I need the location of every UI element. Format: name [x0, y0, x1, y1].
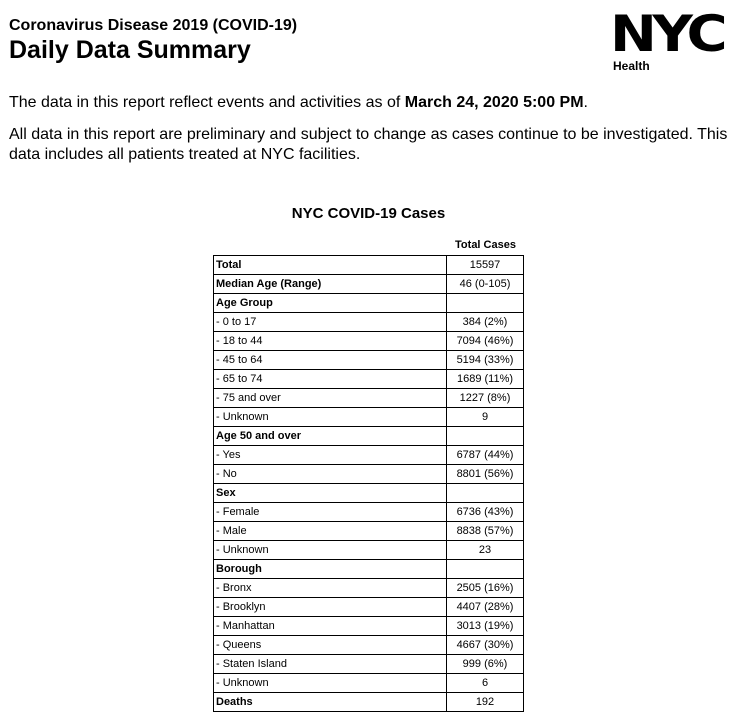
- table-row: [214, 484, 524, 503]
- as-of-prefix: The data in this report reflect events and activities as of: [9, 94, 405, 111]
- page-title: Daily Data Summary: [9, 36, 251, 64]
- row-value: 1227 (8%): [447, 389, 524, 408]
- row-label: Age 50 and over: [214, 427, 447, 446]
- row-label: Borough: [214, 560, 447, 579]
- table-row: [214, 408, 524, 427]
- row-value: [447, 427, 524, 446]
- row-label: - Female: [214, 503, 447, 522]
- table-row: [214, 617, 524, 636]
- row-label: - 75 and over: [214, 389, 447, 408]
- row-value: 1689 (11%): [447, 370, 524, 389]
- table-row: [214, 655, 524, 674]
- row-label: - 65 to 74: [214, 370, 447, 389]
- table-row: [214, 351, 524, 370]
- table-row: [214, 275, 524, 294]
- table-row: [214, 693, 524, 712]
- row-value: 6787 (44%): [447, 446, 524, 465]
- row-label: - 45 to 64: [214, 351, 447, 370]
- cases-table: [213, 255, 524, 712]
- table-row: [214, 256, 524, 275]
- row-label: - No: [214, 465, 447, 484]
- row-label: Sex: [214, 484, 447, 503]
- row-value: 4667 (30%): [447, 636, 524, 655]
- table-row: [214, 636, 524, 655]
- table-row: [214, 370, 524, 389]
- row-label: - Unknown: [214, 408, 447, 427]
- row-label: - Queens: [214, 636, 447, 655]
- table-row: [214, 674, 524, 693]
- row-label: - Bronx: [214, 579, 447, 598]
- table-row: [214, 465, 524, 484]
- row-value: 8838 (57%): [447, 522, 524, 541]
- row-label: Median Age (Range): [214, 275, 447, 294]
- row-label: - Unknown: [214, 541, 447, 560]
- table-row: [214, 313, 524, 332]
- row-value: 999 (6%): [447, 655, 524, 674]
- row-value: [447, 560, 524, 579]
- as-of-suffix: .: [583, 94, 588, 111]
- table-row: [214, 427, 524, 446]
- table-row: [214, 294, 524, 313]
- table-row: [214, 598, 524, 617]
- table-title: NYC COVID-19 Cases: [291, 205, 446, 222]
- row-value: 3013 (19%): [447, 617, 524, 636]
- table-row: [214, 560, 524, 579]
- row-value: 192: [447, 693, 524, 712]
- table-row: [214, 522, 524, 541]
- row-label: - Unknown: [214, 674, 447, 693]
- row-value: 6: [447, 674, 524, 693]
- row-label: - Male: [214, 522, 447, 541]
- row-value: 15597: [447, 256, 524, 275]
- row-value: 384 (2%): [447, 313, 524, 332]
- logo-nyc: NYC: [610, 5, 724, 63]
- row-label: - Manhattan: [214, 617, 447, 636]
- row-value: 46 (0-105): [447, 275, 524, 294]
- row-label: Total: [214, 256, 447, 275]
- row-value: 8801 (56%): [447, 465, 524, 484]
- table-row: [214, 579, 524, 598]
- row-value: 4407 (28%): [447, 598, 524, 617]
- row-value: 23: [447, 541, 524, 560]
- report-subtitle: Coronavirus Disease 2019 (COVID-19): [9, 17, 298, 34]
- table-row: [214, 503, 524, 522]
- row-label: Deaths: [214, 693, 447, 712]
- row-value: 9: [447, 408, 524, 427]
- column-header-total-cases: Total Cases: [455, 239, 516, 251]
- table-row: [214, 332, 524, 351]
- row-label: Age Group: [214, 294, 447, 313]
- table-row: [214, 541, 524, 560]
- logo-health: Health: [613, 59, 650, 73]
- row-label: - 0 to 17: [214, 313, 447, 332]
- as-of-date: March 24, 2020 5:00 PM: [404, 94, 584, 111]
- row-value: 2505 (16%): [447, 579, 524, 598]
- row-value: [447, 294, 524, 313]
- row-value: 7094 (46%): [447, 332, 524, 351]
- disclaimer: All data in this report are preliminary and subject to change as cases continue to be investigated. This data includes all patients treated at NYC facilities.: [9, 126, 728, 163]
- as-of-statement: [9, 94, 588, 112]
- row-label: - 18 to 44: [214, 332, 447, 351]
- row-label: - Staten Island: [214, 655, 447, 674]
- table-row: [214, 389, 524, 408]
- row-value: 5194 (33%): [447, 351, 524, 370]
- row-value: 6736 (43%): [447, 503, 524, 522]
- nyc-health-logo: [610, 5, 732, 73]
- table-row: [214, 446, 524, 465]
- row-value: [447, 484, 524, 503]
- row-label: - Yes: [214, 446, 447, 465]
- row-label: - Brooklyn: [214, 598, 447, 617]
